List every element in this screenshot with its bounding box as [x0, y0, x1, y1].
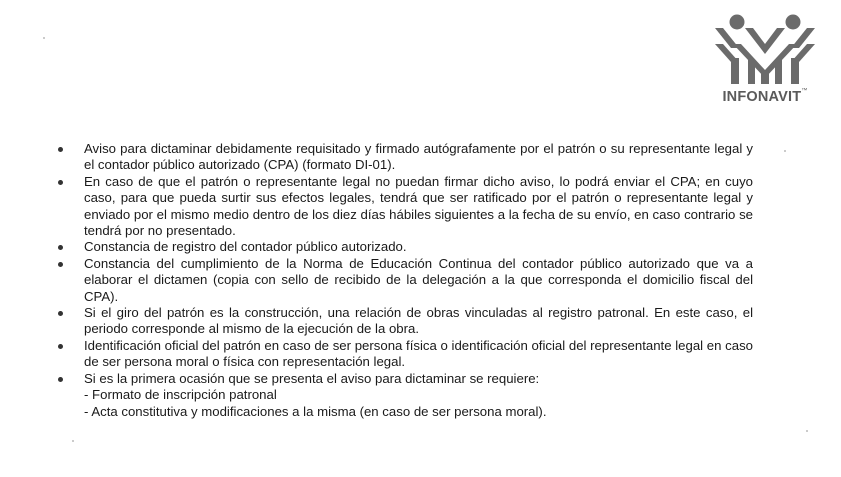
infonavit-logo: [698, 14, 832, 110]
bullet-icon: [58, 262, 63, 267]
list-item-text: Identificación oficial del patrón en caso de ser persona física o identificación oficial del representante legal en caso de ser persona moral o física con representación legal.: [84, 337, 753, 370]
list-item-text: Si el giro del patrón es la construcción, una relación de obras vinculadas al registro patronal. En este caso, el periodo corresponde al mismo de la ejecución de la obra.: [84, 305, 753, 337]
list-item-text: Constancia de registro del contador público autorizado.: [84, 239, 407, 255]
bullet-icon: [58, 147, 63, 152]
list-item: [58, 338, 753, 371]
sub-item: - Acta constitutiva y modificaciones a la misma (en caso de ser persona moral).: [84, 403, 547, 419]
list-item: [58, 256, 753, 305]
list-item: [58, 239, 753, 255]
scan-speck: [43, 37, 45, 39]
trademark-symbol: ™: [801, 88, 808, 94]
bullet-icon: [58, 311, 63, 316]
list-item-text: Constancia del cumplimiento de la Norma de Educación Continua del contador público autorizado que va a elaborar el dictamen (copia con sello de recibido de la delegación a la que corresponda el domicilio fiscal del CPA).: [84, 255, 753, 304]
scan-speck: [806, 430, 808, 432]
bullet-icon: [58, 180, 63, 185]
list-item: [58, 371, 753, 420]
list-item: [58, 305, 753, 338]
requirements-section: [58, 141, 753, 420]
bullet-icon: [58, 245, 63, 250]
requirements-list: [58, 141, 753, 420]
bullet-icon: [58, 377, 63, 382]
list-item-text: Aviso para dictaminar debidamente requisitado y firmado autógrafamente por el patrón o su representante legal y el contador público autorizado (CPA) (formato DI-01).: [84, 141, 753, 173]
scan-speck: [72, 440, 74, 442]
list-item: [58, 174, 753, 240]
list-item-text: En caso de que el patrón o representante legal no puedan firmar dicho aviso, lo podrá enviar el CPA; en cuyo caso, para que pueda surtir sus efectos legales, tendrá que ser ratificado por el patrón o representante legal y enviado por el mismo medio dentro de los diez días hábiles siguientes a la fecha de su envío, en caso contrario se tendrá por no presentado.: [84, 173, 753, 239]
infonavit-emblem-icon: [715, 14, 815, 86]
logo-wordmark: INFONAVIT™: [722, 88, 808, 105]
sub-item: - Formato de inscripción patronal: [84, 387, 277, 403]
scan-speck: [784, 150, 786, 152]
list-item: [58, 141, 753, 174]
list-item-text: Si es la primera ocasión que se presenta el aviso para dictaminar se requiere:: [84, 370, 540, 386]
bullet-icon: [58, 344, 63, 349]
